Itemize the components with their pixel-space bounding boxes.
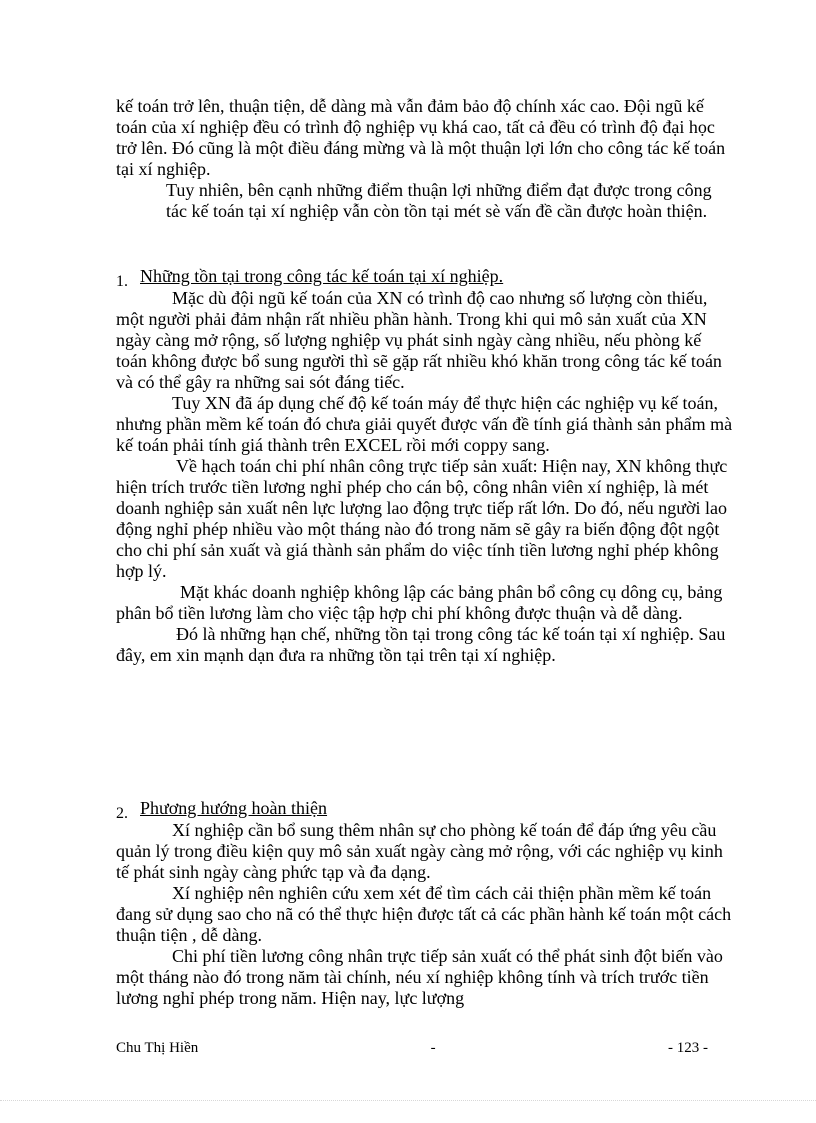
page-number: - 123 -	[667, 1040, 708, 1056]
footer-author: Chu Thị Hiền	[116, 1040, 199, 1056]
footer-separator: -	[430, 1040, 436, 1056]
section-1	[116, 266, 736, 666]
section-heading	[116, 266, 736, 288]
paragraph: Xí nghiệp cần bổ sung thêm nhân sự cho phòng kế toán để đáp ứng yêu cầu quản lý trong điều kiện quy mô sản xuất ngày càng mở rộng, với các nghiệp vụ kinh tế phát sinh ngày càng phức tạp và đa dạng.	[116, 820, 723, 882]
paragraph: Về hạch toán chi phí nhân công trực tiếp sản xuất: Hiện nay, XN không thực hiện trích trước tiền lương nghỉ phép cho cán bộ, công nhân viên xí nghiệp, là mét doanh nghiệp sản xuất nên lực lượng lao động trực tiếp rất lớn. Do đó, nếu người lao động nghỉ phép nhiều vào một tháng nào đó trong năm sẽ gây ra biến động đột ngột cho chi phí sản xuất và giá thành sản phẩm do việc tính tiền lương nghỉ phép không hợp lý.	[116, 456, 728, 581]
paragraph: Mặc dù đội ngũ kế toán của XN có trình độ cao nhưng số lượng còn thiếu, một người phải đảm nhận rất nhiều phần hành. Trong khi qui mô sản xuất của XN ngày càng mở rộng, số lượng nghiệp vụ phát sinh ngày càng nhiều, nếu phòng kế toán không được bổ sung người thì sẽ gặp rất nhiều khó khăn trong công tác kế toán và có thể gây ra những sai sót đáng tiếc.	[116, 288, 722, 392]
section-heading	[116, 798, 736, 820]
section-title: Những tồn tại trong công tác kế toán tại xí nghiệp.	[140, 266, 504, 286]
paragraph: Tuy nhiên, bên cạnh những điểm thuận lợi những điểm đạt được trong công tác kế toán tại xí nghiệp vẫn còn tồn tại mét sè vấn đề cần được hoàn thiện.	[166, 180, 712, 221]
paragraph: kế toán trở lên, thuận tiện, dễ dàng mà vẫn đảm bảo độ chính xác cao. Đội ngũ kế toán của xí nghiệp đều có trình độ nghiệp vụ khá cao, tất cả đều có trình độ đại học trở lên. Đó cũng là một điều đáng mừng và là một thuận lợi lớn cho công tác kế toán tại xí nghiệp.	[116, 96, 726, 179]
body-text	[116, 96, 736, 222]
section-number: 1.	[116, 273, 128, 290]
section-2	[116, 798, 736, 1009]
page-divider	[0, 1100, 816, 1101]
paragraph: Đó là những hạn chế, những tồn tại trong công tác kế toán tại xí nghiệp. Sau đây, em xin mạnh dạn đưa ra những tồn tại trên tại xí nghiệp.	[116, 624, 726, 665]
section-number: 2.	[116, 805, 128, 822]
paragraph: Mặt khác doanh nghiệp không lập các bảng phân bổ công cụ dông cụ, bảng phân bổ tiền lương làm cho việc tập hợp chi phí không được thuận và dễ dàng.	[116, 582, 723, 623]
paragraph: Chi phí tiền lương công nhân trực tiếp sản xuất có thể phát sinh đột biến vào một tháng nào đó trong năm tài chính, néu xí nghiệp không tính và trích trước tiền lương nghỉ phép trong năm. Hiện nay, lực lượng	[116, 946, 723, 1008]
paragraph: Tuy XN đã áp dụng chế độ kế toán máy để thực hiện các nghiệp vụ kế toán, nhưng phần mềm kế toán đó chưa giải quyết được vấn đề tính giá thành sản phẩm mà kế toán phải tính giá thành trên EXCEL rồi mới coppy sang.	[116, 393, 733, 455]
section-title: Phương hướng hoàn thiện	[140, 798, 328, 818]
page-footer	[116, 1040, 708, 1057]
paragraph: Xí nghiệp nên nghiên cứu xem xét để tìm cách cải thiện phần mềm kế toán đang sử dụng sao cho nã có thể thực hiện được tất cả các phần hành kế toán một cách thuận tiện , dễ dàng.	[116, 883, 732, 945]
